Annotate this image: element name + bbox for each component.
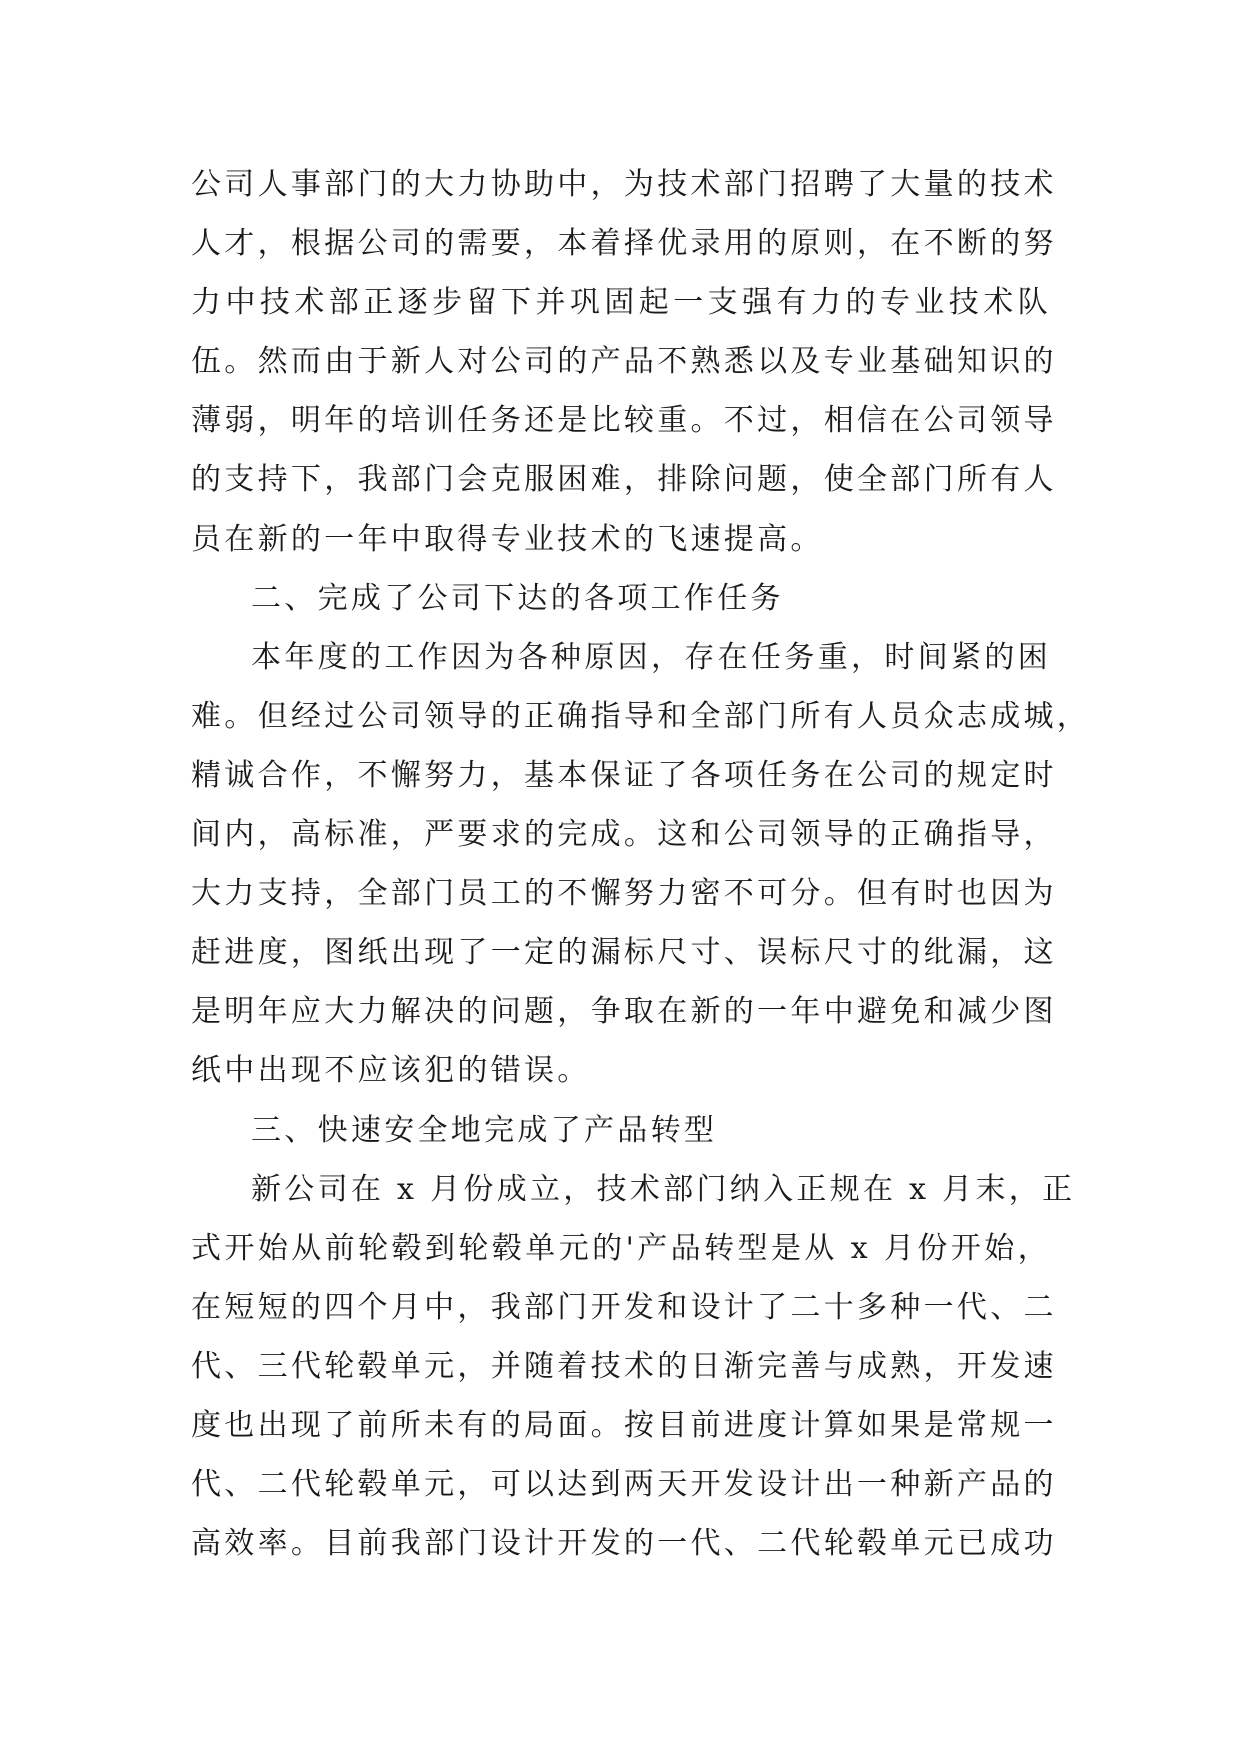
text-line: 难。但经过公司领导的正确指导和全部门所有人员众志成城， [191, 698, 1091, 734]
text-line: 纸中出现不应该犯的错误。 [191, 1053, 591, 1089]
text-line: 代、二代轮毂单元，可以达到两天开发设计出一种新产品的 [191, 1467, 1057, 1503]
text-line: 的支持下，我部门会克服困难，排除问题，使全部门所有人 [191, 462, 1057, 498]
text-line: 精诚合作，不懈努力，基本保证了各项任务在公司的规定时 [191, 757, 1057, 793]
paragraph-first-line: 新公司在 x 月份成立，技术部门纳入正规在 x 月末，正 [251, 1171, 1076, 1207]
body-text [191, 155, 1091, 1573]
paragraph-first-line: 本年度的工作因为各种原因，存在任务重，时间紧的困 [251, 639, 1051, 675]
text-line: 大力支持，全部门员工的不懈努力密不可分。但有时也因为 [191, 876, 1057, 912]
text-line: 式开始从前轮毂到轮毂单元的'产品转型是从 x 月份开始， [191, 1230, 1051, 1266]
text-line: 伍。然而由于新人对公司的产品不熟悉以及专业基础知识的 [191, 344, 1057, 380]
text-line: 是明年应大力解决的问题，争取在新的一年中避免和减少图 [191, 994, 1057, 1030]
section-heading: 二、完成了公司下达的各项工作任务 [251, 580, 784, 616]
text-line: 员在新的一年中取得专业技术的飞速提高。 [191, 521, 824, 557]
text-line: 力中技术部正逐步留下并巩固起一支强有力的专业技术队 [191, 285, 1051, 321]
section-heading: 三、快速安全地完成了产品转型 [251, 1112, 718, 1148]
text-line: 在短短的四个月中，我部门开发和设计了二十多种一代、二 [191, 1289, 1057, 1325]
text-line: 代、三代轮毂单元，并随着技术的日渐完善与成熟，开发速 [191, 1348, 1057, 1384]
text-line: 度也出现了前所未有的局面。按目前进度计算如果是常规一 [191, 1407, 1057, 1443]
text-line: 公司人事部门的大力协助中，为技术部门招聘了大量的技术 [191, 167, 1057, 202]
text-line: 人才，根据公司的需要，本着择优录用的原则，在不断的努 [191, 226, 1057, 262]
text-line: 高效率。目前我部门设计开发的一代、二代轮毂单元已成功 [191, 1526, 1057, 1562]
text-line: 赶进度，图纸出现了一定的漏标尺寸、误标尺寸的纰漏，这 [191, 935, 1057, 971]
text-line: 间内，高标准，严要求的完成。这和公司领导的正确指导， [191, 817, 1057, 853]
text-line: 薄弱，明年的培训任务还是比较重。不过，相信在公司领导 [191, 403, 1057, 439]
